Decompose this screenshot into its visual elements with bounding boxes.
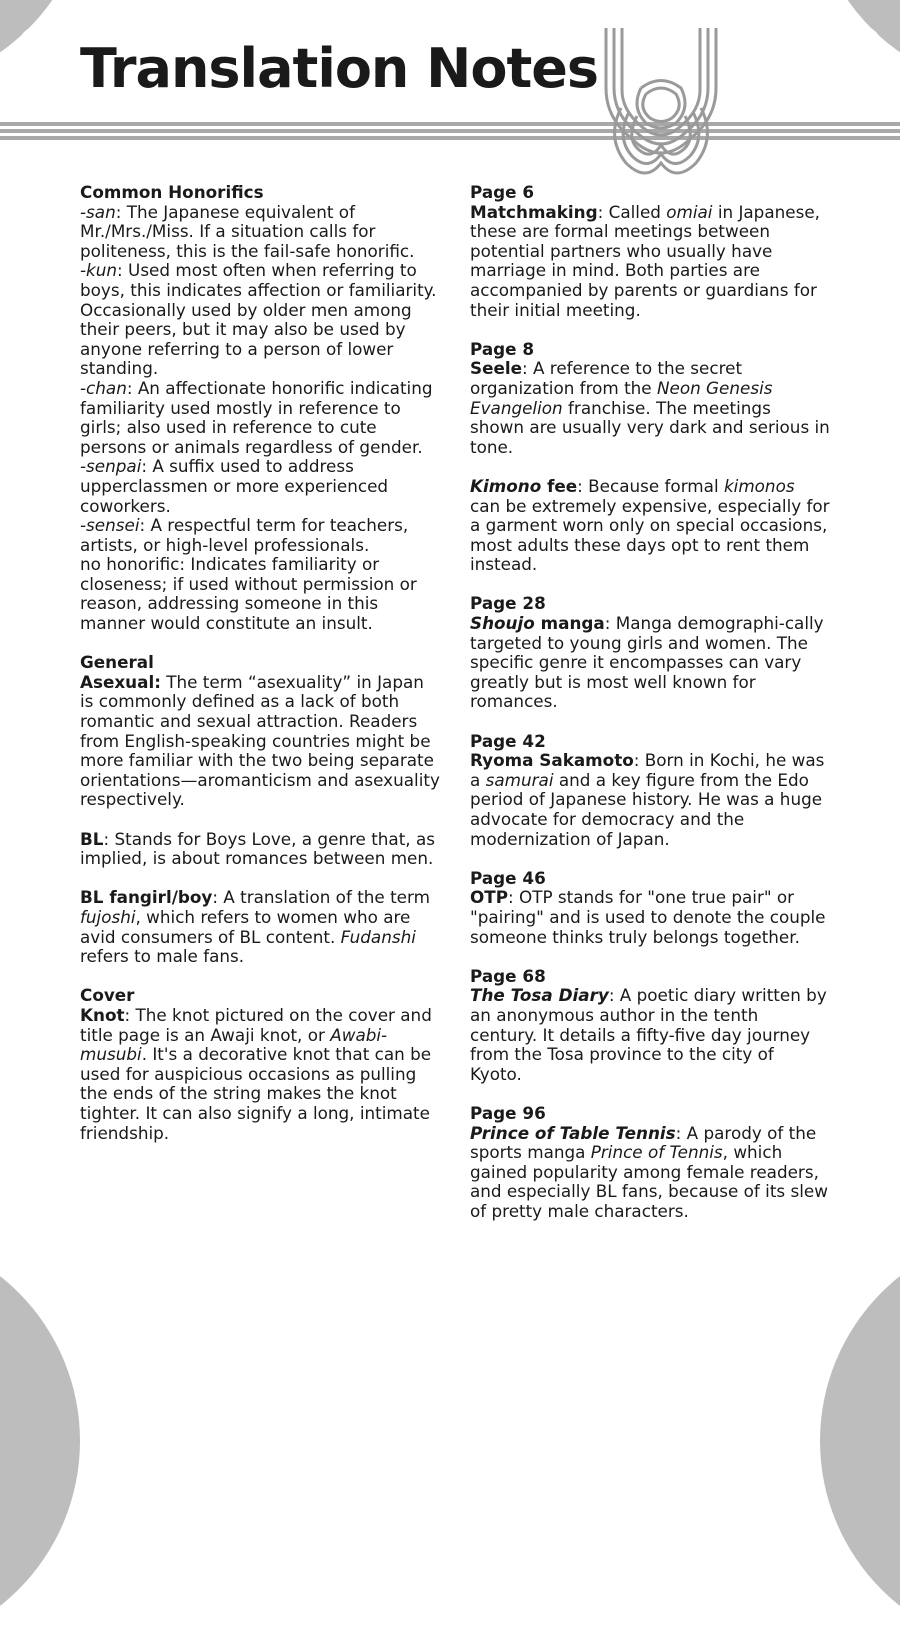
entry-matchmaking: Matchmaking: Called omiai in Japanese, these are formal meetings between potential partners who usually have marriage in mind. Both parties are accompanied by parents or guardians for their initial meeting. — [470, 201, 820, 320]
entry-tosa-diary: The Tosa Diary: A poetic diary written by an anonymous author in the tenth century. It details a fifty-five day journey from the Tosa province to the city of Kyoto. — [470, 985, 827, 1084]
header-stripes — [0, 122, 900, 146]
entry-san: -san: The Japanese equivalent of Mr./Mrs./Miss. If a situation calls for politeness, this is the fail-safe honorific. — [80, 201, 415, 261]
heading-page-46: Page 46 — [470, 867, 546, 888]
entry-ryoma-sakamoto: Ryoma Sakamoto: Born in Kochi, he was a samurai and a key figure from the Edo period of Japanese history. He was a huge advocate for democracy and the modernization of Japan. — [470, 750, 825, 849]
entry-prince-of-table-tennis: Prince of Table Tennis: A parody of the sports manga Prince of Tennis, which gained popularity among female readers, and especially BL fans, because of its slew of pretty male characters. — [470, 1122, 828, 1221]
heading-common-honorifics: Common Honorifics — [80, 182, 264, 202]
entry-chan: -chan: An affectionate honorific indicating familiarity used mostly in reference to girls; also used in reference to cute persons or animals regardless of gender. — [80, 377, 433, 457]
entry-bl-fan: BL fangirl/boy: A translation of the term fujoshi, which refers to women who are avid consumers of BL content. Fudanshi refers to male fans. — [80, 887, 430, 967]
left-column — [80, 183, 440, 1143]
entry-bl: BL: Stands for Boys Love, a genre that, as implied, is about romances between men. — [80, 828, 435, 869]
heading-page-42: Page 42 — [470, 730, 546, 751]
heading-page-28: Page 28 — [470, 593, 546, 614]
heading-cover: Cover — [80, 985, 135, 1006]
entry-asexual: Asexual: The term “asexuality” in Japan is commonly defined as a lack of both romantic and sexual attraction. Readers from English-speaking countries might be more familiar with the two being separate orientations—aromanticism and asexuality respectively. — [80, 671, 440, 810]
entry-kimono-fee: Kimono fee: Because formal kimonos can be extremely expensive, especially for a garment worn only on special occasions, most adults these days opt to rent them instead. — [470, 475, 830, 575]
corner-arc-bottom-left — [0, 1231, 80, 1651]
entry-sensei: -sensei: A respectful term for teachers, artists, or high-level professionals. — [80, 515, 409, 555]
page-title: Translation Notes — [80, 37, 599, 100]
heading-page-6: Page 6 — [470, 182, 535, 202]
awaji-knot-icon — [596, 28, 726, 188]
entry-senpai: -senpai: A suffix used to address upperclassmen or more experienced coworkers. — [80, 456, 389, 516]
corner-arc-bottom-right — [820, 1231, 900, 1651]
entry-otp: OTP: OTP stands for "one true pair" or "pairing" and is used to denote the couple someone thinks truly belongs together. — [470, 887, 826, 947]
heading-page-96: Page 96 — [470, 1102, 546, 1123]
heading-page-68: Page 68 — [470, 965, 546, 986]
entry-shoujo-manga: Shoujo manga: Manga demographi-cally targeted to young girls and women. The specific genre it encompasses can vary greatly but is most well known for romances. — [470, 613, 824, 712]
heading-general: General — [80, 652, 154, 673]
entry-knot: Knot: The knot pictured on the cover and title page is an Awaji knot, or Awabi-musubi. It's a decorative knot that can be used for auspicious occasions as pulling the ends of the string makes the knot tighter. It can also signify a long, intimate friendship. — [80, 1004, 432, 1143]
heading-page-8: Page 8 — [470, 338, 535, 359]
right-column — [470, 183, 830, 1221]
entry-seele: Seele: A reference to the secret organization from the Neon Genesis Evangelion franchise. The meetings shown are usually very dark and serious in tone. — [470, 358, 830, 457]
entry-no-honorific: no honorific: Indicates familiarity or closeness; if used without permission or reason, addressing someone in this manner would constitute an insult. — [80, 554, 417, 634]
entry-kun: -kun: Used most often when referring to boys, this indicates affection or familiarity. Occasionally used by older men among their peers, but it may also be used by anyone referring to a person of lower standing. — [80, 260, 437, 379]
